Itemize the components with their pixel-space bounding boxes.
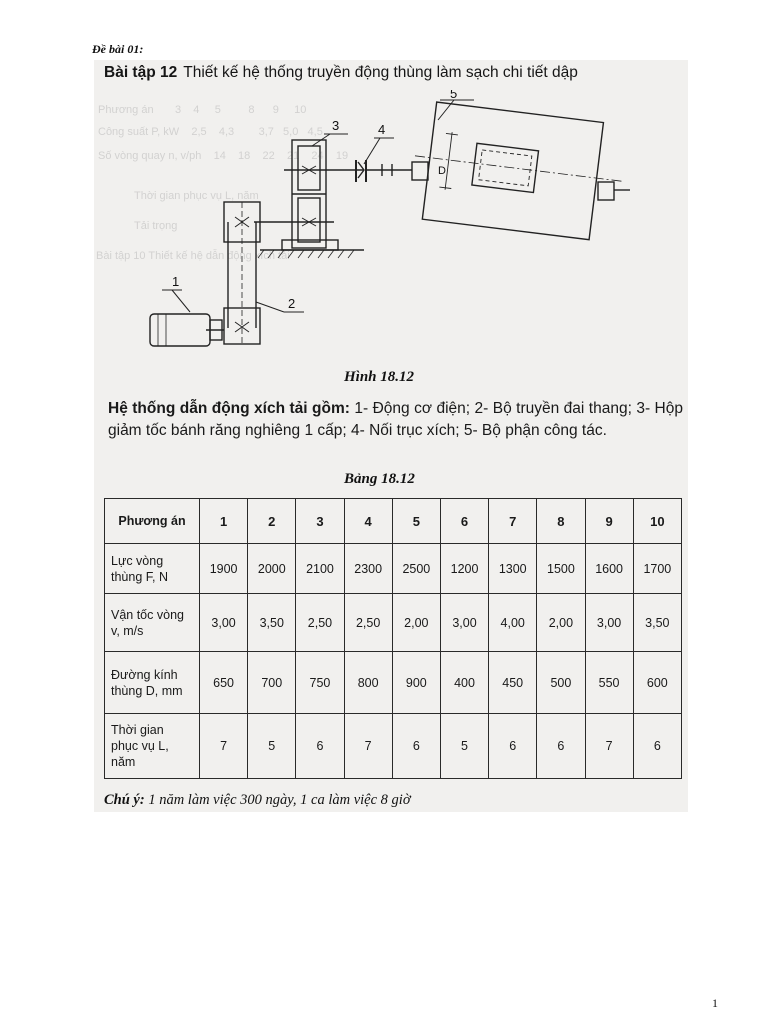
- table-cell: 4,00: [489, 594, 537, 652]
- note: [104, 792, 411, 809]
- table-cell: 2000: [248, 544, 296, 594]
- table-cell: 600: [633, 652, 681, 714]
- header-cell: 7: [489, 499, 537, 544]
- table-caption: Bảng 18.12: [344, 471, 415, 487]
- table-cell: 7: [585, 714, 633, 779]
- table-cell: 2,00: [392, 594, 440, 652]
- table-cell: 3,00: [440, 594, 488, 652]
- table-row: [105, 594, 682, 652]
- note-label: Chú ý:: [104, 792, 145, 808]
- table-cell: 1300: [489, 544, 537, 594]
- row-label: Vận tốc vòng v, m/s: [105, 594, 200, 652]
- table-cell: 500: [537, 652, 585, 714]
- parameters-table: [104, 498, 682, 779]
- table-cell: 6: [633, 714, 681, 779]
- transmission-system-diagram: [94, 90, 688, 370]
- table-cell: 650: [200, 652, 248, 714]
- table-header-row: [105, 499, 682, 544]
- figure-label-2: 2: [288, 296, 296, 311]
- table-cell: 7: [200, 714, 248, 779]
- table-row: [105, 714, 682, 779]
- table-cell: 900: [392, 652, 440, 714]
- table-cell: 400: [440, 652, 488, 714]
- table-cell: 3,50: [633, 594, 681, 652]
- table-cell: 1700: [633, 544, 681, 594]
- drum-diameter-label: D: [438, 165, 446, 177]
- header-cell: 9: [585, 499, 633, 544]
- note-text: 1 năm làm việc 300 ngày, 1 ca làm việc 8 giờ: [148, 792, 411, 808]
- table-cell: 5: [248, 714, 296, 779]
- header-cell: 5: [392, 499, 440, 544]
- header-cell: 3: [296, 499, 344, 544]
- table-cell: 2,50: [296, 594, 344, 652]
- table-cell: 7: [344, 714, 392, 779]
- header-cell: 2: [248, 499, 296, 544]
- table-cell: 2100: [296, 544, 344, 594]
- description-lead: Hệ thống dẫn động xích tải gồm:: [108, 400, 350, 417]
- table-cell: 1600: [585, 544, 633, 594]
- table-row: [105, 544, 682, 594]
- table-cell: 1200: [440, 544, 488, 594]
- description-text: 1- Động cơ điện; 2- Bộ truyền đai thang; 3- Hộp giảm tốc bánh răng nghiêng 1 cấp; 4- Nối trục xích; 5- Bộ phận công tác.: [108, 400, 683, 439]
- table-row: [105, 652, 682, 714]
- header-cell: 6: [440, 499, 488, 544]
- table-cell: 3,00: [585, 594, 633, 652]
- row-label: Đường kính thùng D, mm: [105, 652, 200, 714]
- document-heading: Đề bài 01:: [92, 42, 144, 56]
- table-cell: 6: [489, 714, 537, 779]
- header-label: Phương án: [105, 499, 200, 544]
- figure-label-1: 1: [172, 274, 180, 289]
- system-description: [108, 398, 683, 442]
- figure-label-4: 4: [378, 122, 386, 137]
- table-cell: 550: [585, 652, 633, 714]
- table-cell: 750: [296, 652, 344, 714]
- scanned-exercise-image: Phương án 3 4 5 8 9 10 Công suất P, kW 2,5 4,3 3,7 5,0 4,5 Số vòng quay n, v/ph 14 18 22 21 24 19 Thời gian phục vụ L, năm Tải trọng Bài tập 10 Thiết kế hệ dẫn động xích tải Bài tập 12 Thiết kế hệ thống truyền động thùng làm sạch chi tiết dập 1 2 3 4 5 D Hình 18.12 Hệ thống dẫn động xích tải gồm: 1- Động cơ điện; 2- Bộ truyền đai thang; 3- Hộp giảm tốc bánh răng nghiêng 1 cấp; 4- Nối trục xích; 5- Bộ phận công tác. Bảng 18.12 Phương án 1 2 3 4 5 6 7 8 9 10 Lực vòng thùng F, N 1900 2000 2100 2300 2500 1200 1300 1500 1600 1700 Vận tốc vòng v, m/s 3,00 3,50 2,50 2,50 2,00 3,00 4,00 2,00 3,00 3,50 Đường kính thùng D, mm 650 700 750 800 900 400 450 500 550 600 Thời gian phục vụ L, năm 7 5 6 7 6 5 6 6 7 6 Chú ý: 1 năm làm việc 300 ngày, 1 ca làm việc 8 giờ: [94, 60, 688, 812]
- table-cell: 1900: [200, 544, 248, 594]
- header-cell: 8: [537, 499, 585, 544]
- table-cell: 6: [296, 714, 344, 779]
- header-cell: 10: [633, 499, 681, 544]
- table-cell: 700: [248, 652, 296, 714]
- header-cell: 4: [344, 499, 392, 544]
- exercise-title: [104, 64, 578, 82]
- table-cell: 5: [440, 714, 488, 779]
- exercise-title-text: Thiết kế hệ thống truyền động thùng làm sạch chi tiết dập: [183, 64, 578, 81]
- figure-caption: Hình 18.12: [344, 369, 415, 385]
- table-cell: 3,00: [200, 594, 248, 652]
- table-cell: 6: [537, 714, 585, 779]
- table-cell: 2,50: [344, 594, 392, 652]
- table-cell: 6: [392, 714, 440, 779]
- header-cell: 1: [200, 499, 248, 544]
- figure-label-3: 3: [332, 118, 340, 133]
- table-cell: 450: [489, 652, 537, 714]
- table-cell: 800: [344, 652, 392, 714]
- table-cell: 2,00: [537, 594, 585, 652]
- table-cell: 2500: [392, 544, 440, 594]
- row-label: Lực vòng thùng F, N: [105, 544, 200, 594]
- table-cell: 1500: [537, 544, 585, 594]
- page-number: 1: [712, 996, 718, 1010]
- figure-label-5: 5: [450, 90, 458, 101]
- table-cell: 2300: [344, 544, 392, 594]
- exercise-number: Bài tập 12: [104, 64, 178, 81]
- row-label: Thời gian phục vụ L, năm: [105, 714, 200, 779]
- table-cell: 3,50: [248, 594, 296, 652]
